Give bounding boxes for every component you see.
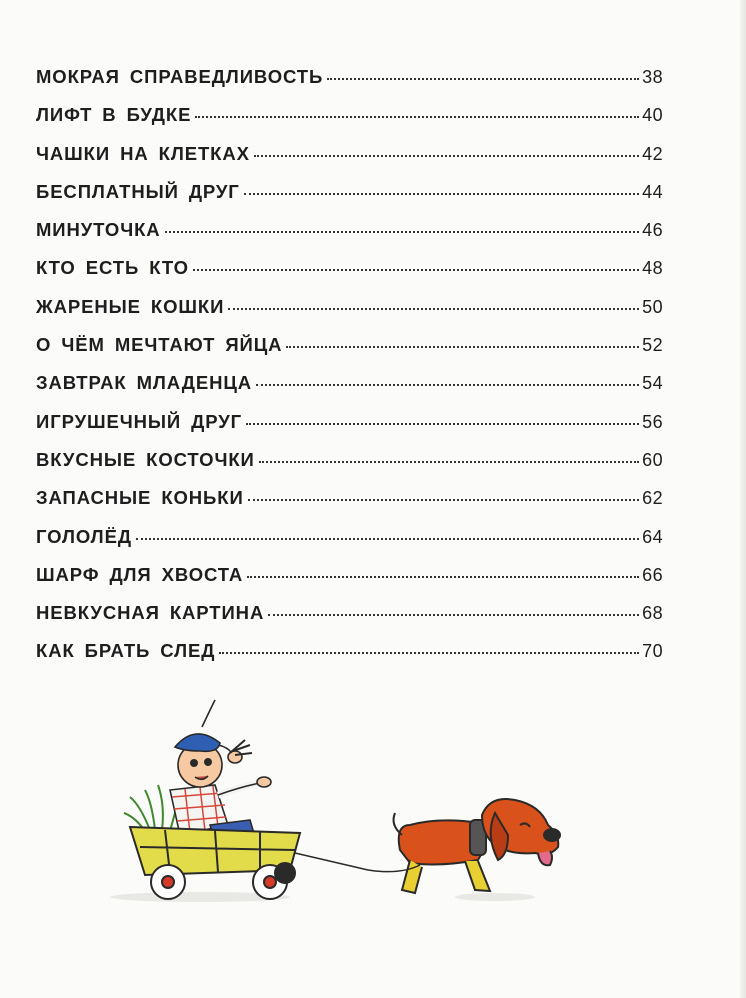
dot-leader <box>248 498 640 501</box>
toc-entry[interactable] <box>36 135 662 173</box>
dot-leader <box>195 115 639 118</box>
dot-leader <box>193 268 639 271</box>
toc-entry-page: 52 <box>642 335 663 356</box>
toc-entry-page: 68 <box>642 603 663 624</box>
dot-leader <box>228 307 639 310</box>
boy-wagon-dog-illustration <box>110 685 590 915</box>
toc-entry[interactable] <box>36 594 662 632</box>
toc-entry-page: 46 <box>642 220 663 241</box>
dot-leader <box>136 537 639 540</box>
dot-leader <box>247 575 639 578</box>
toc-entry-page: 42 <box>642 143 663 164</box>
toc-entry[interactable] <box>36 96 662 134</box>
toc-entry-title: О ЧЁМ МЕЧТАЮТ ЯЙЦА <box>36 334 283 356</box>
toc-entry-title: ЛИФТ В БУДКЕ <box>36 104 192 126</box>
dog-nose <box>544 829 560 841</box>
dot-leader <box>254 154 639 157</box>
dot-leader <box>286 345 639 348</box>
toc-entry[interactable] <box>36 288 662 326</box>
toc-entry[interactable] <box>36 479 662 517</box>
toc-entry-title: ЖАРЕНЫЕ КОШКИ <box>36 295 225 317</box>
toc-entry-title: ВКУСНЫЕ КОСТОЧКИ <box>36 448 255 470</box>
toc-entry-page: 54 <box>642 373 663 394</box>
toc-entry[interactable] <box>36 403 662 441</box>
boy <box>170 700 271 840</box>
toc-entry-page: 64 <box>642 526 663 547</box>
toc-entry-page: 38 <box>642 67 663 87</box>
dot-leader <box>259 460 639 463</box>
table-of-contents <box>36 58 662 671</box>
page-edge <box>740 0 746 998</box>
toc-entry-page: 48 <box>642 258 663 279</box>
dot-leader <box>244 192 639 195</box>
toc-entry-page: 44 <box>642 181 663 202</box>
toc-entry-page: 40 <box>642 105 663 126</box>
dot-leader <box>268 613 639 616</box>
toc-entry-title: КТО ЕСТЬ КТО <box>36 257 189 279</box>
toc-entry-title: ШАРФ ДЛЯ ХВОСТА <box>36 563 244 585</box>
toc-entry-page: 56 <box>642 411 663 432</box>
dog-leg <box>465 861 490 891</box>
toc-entry[interactable] <box>36 211 662 249</box>
toc-entry[interactable] <box>36 364 662 402</box>
toc-entry-title: ЗАВТРАК МЛАДЕНЦА <box>36 372 253 394</box>
dog-tongue <box>538 851 552 865</box>
toc-entry-page: 62 <box>642 488 663 509</box>
toc-entry-page: 50 <box>642 296 663 317</box>
toc-entry[interactable] <box>36 58 662 96</box>
toc-entry-title: ГОЛОЛЁД <box>36 525 132 547</box>
dot-leader <box>256 383 639 386</box>
toc-entry-title: КАК БРАТЬ СЛЕД <box>36 640 216 662</box>
toc-entry[interactable] <box>36 556 662 594</box>
toc-entry[interactable] <box>36 173 662 211</box>
toc-entry-title: МОКРАЯ СПРАВЕДЛИВОСТЬ <box>36 66 324 87</box>
dot-leader <box>327 77 639 80</box>
toc-entry-title: ИГРУШЕЧНЫЙ ДРУГ <box>36 410 242 432</box>
toc-entry-page: 60 <box>642 449 663 470</box>
toc-entry[interactable] <box>36 326 662 364</box>
toc-entry-title: НЕВКУСНАЯ КАРТИНА <box>36 602 265 624</box>
toc-entry[interactable] <box>36 249 662 287</box>
toc-entry-page: 66 <box>642 564 663 585</box>
dot-leader <box>246 422 639 425</box>
toc-entry-title: МИНУТОЧКА <box>36 219 161 241</box>
toc-entry[interactable] <box>36 632 662 670</box>
toc-entry[interactable] <box>36 518 662 556</box>
toc-entry[interactable] <box>36 441 662 479</box>
toc-entry-page: 70 <box>642 641 663 662</box>
boy-hand <box>257 777 271 787</box>
dog <box>368 799 560 893</box>
boy-beret <box>175 734 220 751</box>
dot-leader <box>219 651 639 654</box>
toc-entry-title: ЗАПАСНЫЕ КОНЬКИ <box>36 487 244 509</box>
toc-entry-title: ЧАШКИ НА КЛЕТКАХ <box>36 142 250 164</box>
wagon <box>130 827 368 899</box>
dot-leader <box>165 230 640 233</box>
ground-shadow <box>455 893 535 901</box>
toc-entry-title: БЕСПЛАТНЫЙ ДРУГ <box>36 180 240 202</box>
